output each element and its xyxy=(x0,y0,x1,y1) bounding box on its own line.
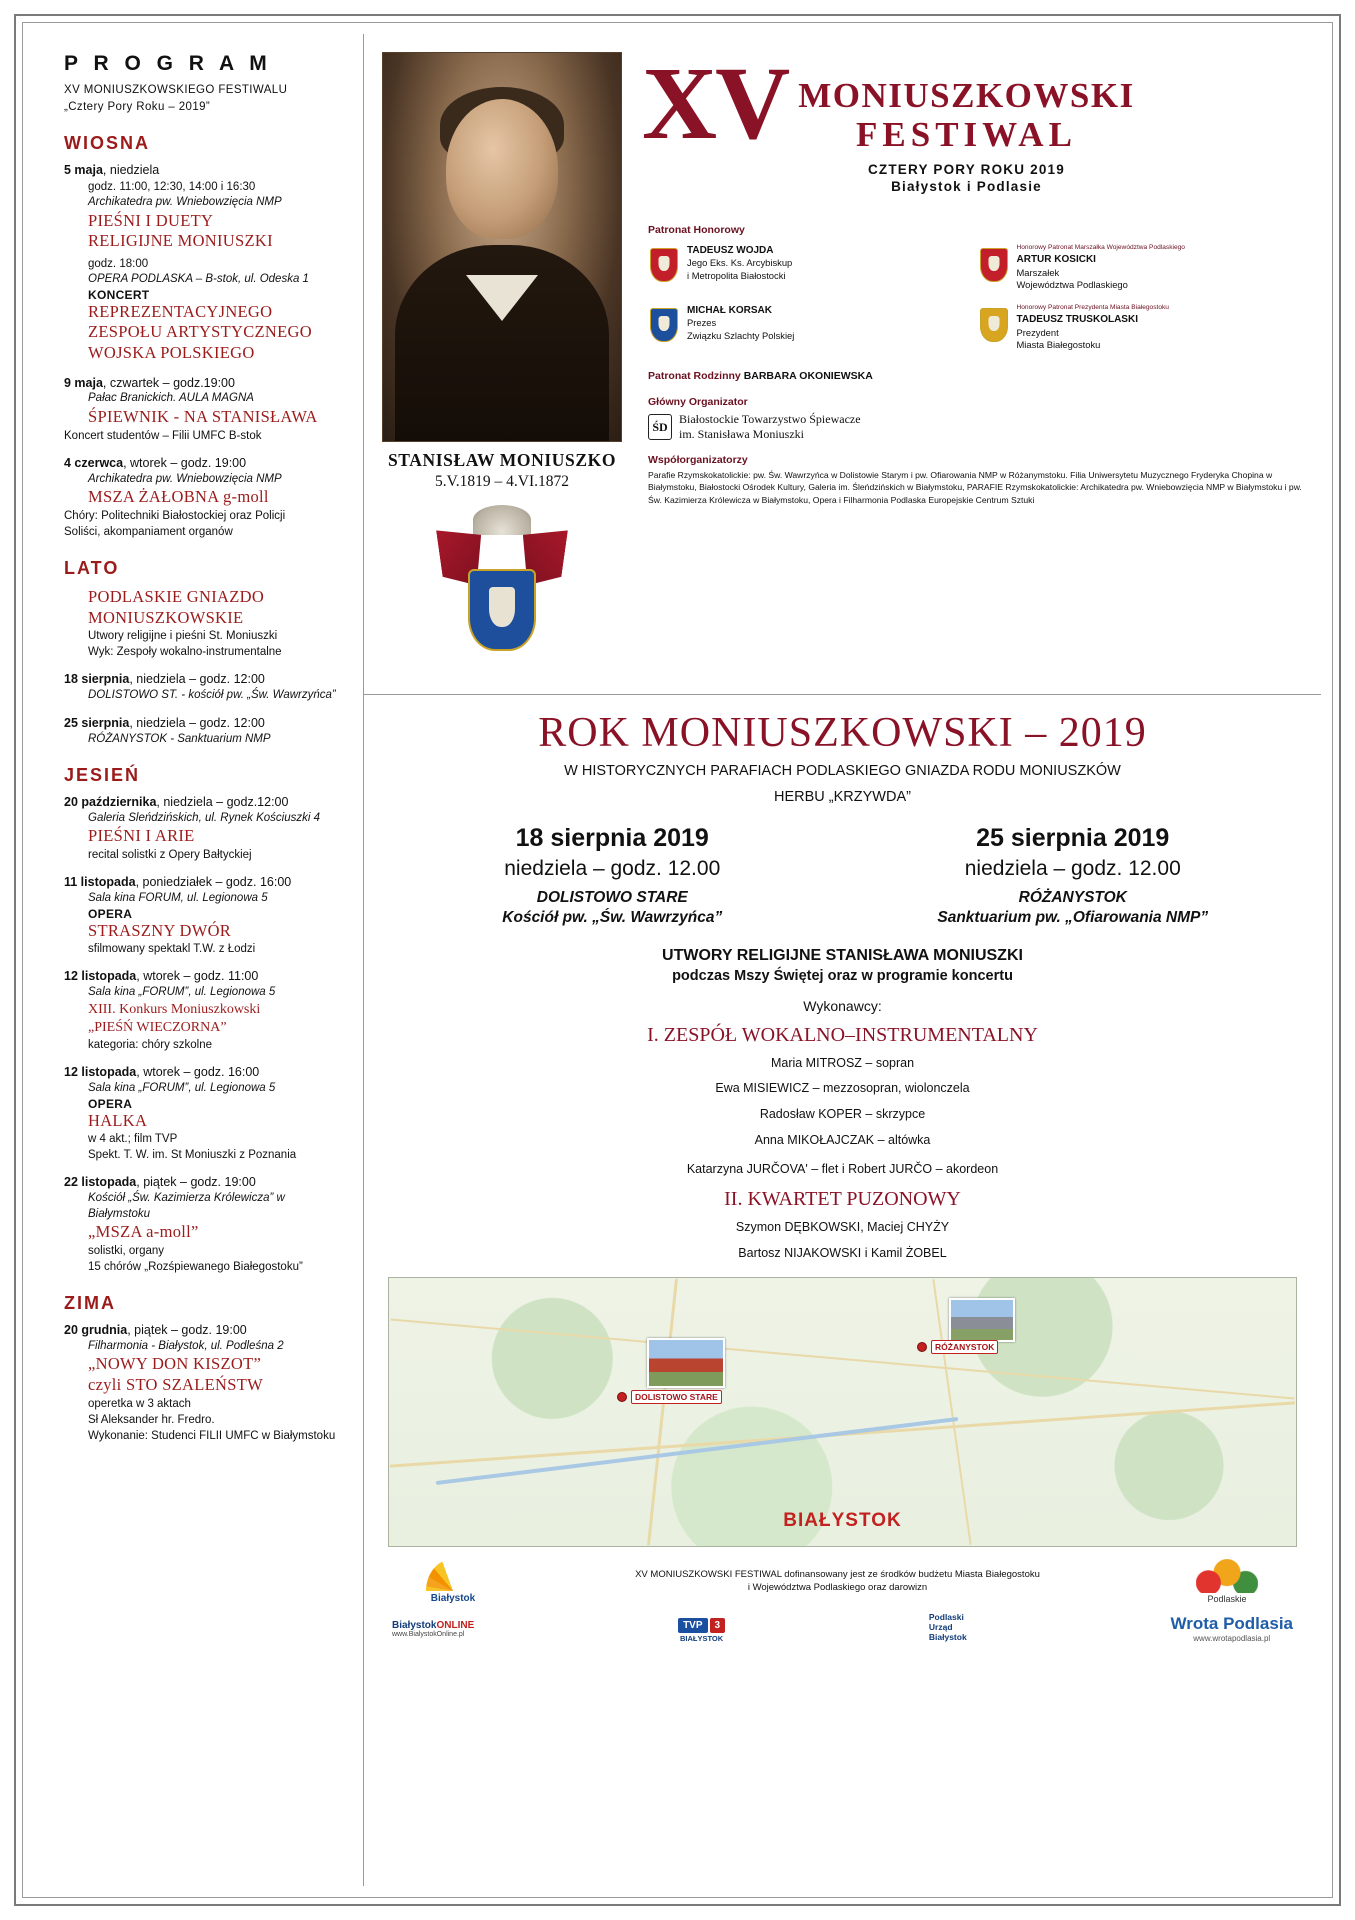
event-date-line xyxy=(64,1174,349,1191)
rok-dates xyxy=(382,824,1303,927)
city-office-line-2: Urząd xyxy=(928,1622,953,1633)
event-date-line xyxy=(64,968,349,985)
rok-works-1: UTWORY RELIGIJNE STANISŁAWA MONIUSZKI xyxy=(662,946,1023,964)
map-photo-rozanystok xyxy=(949,1298,1015,1342)
portrait-column xyxy=(364,34,632,694)
festival-title-row xyxy=(642,46,1305,194)
ensemble-1-member: Anna MIKOŁAJCZAK – altówka xyxy=(754,1132,931,1147)
festival-title-block xyxy=(798,60,1135,194)
festival-roman-numeral: XV xyxy=(642,46,789,161)
footer-logo-bialystok xyxy=(388,1559,518,1604)
season-heading-zima: ZIMA xyxy=(64,1293,116,1314)
event-title-red: WOJSKA POLSKIEGO xyxy=(88,342,255,362)
portrait-name: STANISŁAW MONIUSZKO xyxy=(387,450,617,470)
tvp-channel-number: 3 xyxy=(710,1618,726,1633)
rok-date: 25 sierpnia 2019 xyxy=(976,823,1170,852)
patron-role-1: Prezydent xyxy=(1016,326,1059,338)
patron-role-2: Miasta Białegostoku xyxy=(1016,339,1101,351)
ensemble-1-member: Maria MITROSZ – sopran xyxy=(770,1055,915,1070)
rok-works-2: podczas Mszy Świętej oraz w programie koncertu xyxy=(672,967,1013,984)
event-date-line xyxy=(64,375,349,392)
partner-city-office[interactable] xyxy=(929,1612,967,1645)
season-heading-lato: LATO xyxy=(64,557,120,578)
footer-partner-strip xyxy=(382,1612,1303,1645)
patron-item xyxy=(976,244,1306,292)
event-date-line xyxy=(64,874,349,891)
rok-place-1: RÓŻANYSTOK xyxy=(1018,888,1127,906)
patronage-grid xyxy=(646,244,1305,364)
event-day: , niedziela xyxy=(102,163,160,178)
portrait-dates: 5.V.1819 – 4.VI.1872 xyxy=(434,473,570,490)
rok-title: ROK MONIUSZKOWSKI – 2019 xyxy=(538,710,1147,756)
rok-hour: niedziela – godz. 12.00 xyxy=(964,856,1181,880)
family-patronage-label: Patronat Rodzinny xyxy=(648,370,741,382)
ensemble-1-member: Ewa MISIEWICZ – mezzosopran, wiolonczela xyxy=(715,1081,970,1096)
event-note: operetka w 3 aktach xyxy=(88,1397,191,1410)
rok-place-2: Kościół pw. „Św. Wawrzyńca” xyxy=(502,908,723,926)
event-item xyxy=(64,1064,349,1163)
event-date: 20 grudnia xyxy=(64,1323,128,1338)
organizer-line-1: Białostockie Towarzystwo Śpiewacze xyxy=(679,412,861,426)
event-date-line xyxy=(64,671,349,688)
patron-role-1: Jego Eks. Ks. Arcybiskup xyxy=(687,257,793,269)
footer-text-line-1: XV MONIUSZKOWSKI FESTIWAL dofinansowany jest ze środków budżetu Miasta Białegostoku xyxy=(635,1568,1040,1580)
moniuszko-portrait-image xyxy=(382,52,622,442)
portrait-coat xyxy=(395,245,609,441)
event-title-red: HALKA xyxy=(88,1110,148,1130)
program-subtitle-2: „Cztery Pory Roku – 2019” xyxy=(64,100,211,113)
event-date: 12 listopada xyxy=(64,969,137,984)
organizer-line-2: im. Stanisława Moniuszki xyxy=(679,427,804,441)
festival-tagline-1: CZTERY PORY ROKU 2019 xyxy=(867,161,1065,177)
event-day: , piątek – godz. 19:00 xyxy=(136,1175,256,1190)
right-column xyxy=(364,34,1321,1886)
patron-role-1: Marszałek xyxy=(1016,266,1060,278)
rok-subtitle-1: W HISTORYCZNYCH PARAFIACH PODLASKIEGO GNIAZDA RODU MONIUSZKÓW xyxy=(564,763,1121,780)
performers-label: Wykonawcy: xyxy=(803,997,882,1014)
event-title-red: czyli STO SZALEŃSTW xyxy=(88,1375,263,1395)
event-item xyxy=(64,671,349,703)
organizer-row xyxy=(648,412,1305,442)
event-place: Pałac Branickich. AULA MAGNA xyxy=(88,392,254,405)
event-note-2: Wyk: Zespoły wokalno-instrumentalne xyxy=(88,646,282,659)
map-pin-rozanystok[interactable] xyxy=(917,1340,998,1354)
event-place: RÓŻANYSTOK - Sanktuarium NMP xyxy=(88,732,271,745)
map-pin-label: DOLISTOWO STARE xyxy=(631,1390,722,1404)
event-title-red: „MSZA a-moll” xyxy=(88,1222,199,1242)
event-note: solistki, organy xyxy=(88,1244,165,1257)
ensemble-2-title: II. KWARTET PUZONOWY xyxy=(724,1188,961,1211)
rok-date: 18 sierpnia 2019 xyxy=(515,823,709,852)
map-city-label: BIAŁYSTOK xyxy=(783,1509,902,1531)
event-title-red: „PIEŚŃ WIECZORNA” xyxy=(88,1019,227,1035)
event-place: Filharmonia - Białystok, ul. Podleśna 2 xyxy=(88,1339,284,1352)
event-place: Sala kina „FORUM”, ul. Legionowa 5 xyxy=(88,986,276,999)
season-heading-jesien: JESIEŃ xyxy=(64,765,141,786)
krzywda-coat-of-arms-icon xyxy=(442,505,562,655)
patronage-title: Patronat Honorowy xyxy=(648,223,745,236)
patron-item xyxy=(646,304,976,352)
coorganizer-label: Współorganizatorzy xyxy=(648,454,748,466)
event-date-line xyxy=(64,1322,349,1339)
event-note-3: Wykonanie: Studenci FILII UMFC w Białymstoku xyxy=(88,1429,336,1442)
patron-role-2: Województwa Podlaskiego xyxy=(1016,279,1128,291)
season-heading-wiosna: WIOSNA xyxy=(64,133,150,154)
rok-date-block xyxy=(382,824,843,927)
patron-item xyxy=(646,244,976,292)
event-title-red: „NOWY DON KISZOT” xyxy=(88,1354,262,1374)
event-item xyxy=(64,587,349,660)
patron-micro-caption: Honorowy Patronat Prezydenta Miasta Białegostoku xyxy=(1016,303,1169,311)
event-place: Kościół „Św. Kazimierza Królewicza” w Białymstoku xyxy=(88,1192,285,1220)
map-road xyxy=(391,1319,1295,1400)
patron-role-1: Prezes xyxy=(687,317,717,329)
partner-online-name: Białystok xyxy=(392,1619,437,1631)
city-emblem-icon xyxy=(976,304,1010,344)
event-title-red: ZESPOŁU ARTYSTYCZNEGO xyxy=(88,322,312,342)
poster-content xyxy=(34,34,1321,1886)
family-patronage xyxy=(648,370,1305,382)
event-date-line xyxy=(64,162,349,179)
event-date: 18 sierpnia xyxy=(64,672,130,687)
event-place-2: OPERA PODLASKA – B-stok, ul. Odeska 1 xyxy=(88,273,309,286)
event-item xyxy=(64,375,349,444)
event-note-2: 15 chórów „Rozśpiewanego Białegostoku” xyxy=(88,1261,303,1273)
patron-name: MICHAŁ KORSAK xyxy=(687,304,772,316)
ensemble-2-member: Szymon DĘBKOWSKI, Maciej CHYŻY xyxy=(735,1220,950,1235)
event-title-red: RELIGIJNE MONIUSZKI xyxy=(88,231,273,251)
nobility-emblem-icon xyxy=(646,304,680,344)
city-office-line-1: Podlaski xyxy=(928,1611,964,1622)
event-day: , czwartek – godz.19:00 xyxy=(102,375,235,390)
event-place: Archikatedra pw. Wniebowzięcia NMP xyxy=(88,472,282,485)
event-title-red: PIEŚNI I ARIE xyxy=(88,826,195,846)
event-place: Sala kina FORUM, ul. Legionowa 5 xyxy=(88,892,268,905)
crest-plume xyxy=(473,505,531,535)
footer-financing-text xyxy=(518,1568,1157,1596)
event-title-red: XIII. Konkurs Moniuszkowski xyxy=(88,1001,261,1017)
event-item xyxy=(64,715,349,747)
map-pin-dot xyxy=(617,1392,627,1402)
event-note-2: Spekt. T. W. im. St Moniuszki z Poznania xyxy=(88,1149,297,1162)
event-date: 12 listopada xyxy=(64,1065,137,1080)
map-pin-dolistowo[interactable] xyxy=(617,1390,722,1404)
event-title-red: ŚPIEWNIK - NA STANISŁAWA xyxy=(88,406,318,426)
event-note: kategoria: chóry szkolne xyxy=(88,1039,213,1052)
location-map xyxy=(388,1277,1297,1547)
program-title: P R O G R A M xyxy=(64,52,272,75)
event-date-line xyxy=(64,715,349,732)
event-day: , wtorek – godz. 19:00 xyxy=(123,455,247,470)
header-area xyxy=(364,34,1321,694)
event-date: 11 listopada xyxy=(64,875,136,890)
partner-online-url: www.BialystokOnline.pl xyxy=(392,1630,465,1638)
event-day: , wtorek – godz. 11:00 xyxy=(136,969,259,984)
patron-role-2: i Metropolita Białostocki xyxy=(687,269,786,281)
patron-item xyxy=(976,304,1306,352)
event-date: 22 listopada xyxy=(64,1175,137,1190)
event-day: , poniedziałek – godz. 16:00 xyxy=(135,875,292,890)
bialystok-sun-icon xyxy=(426,1559,480,1591)
patron-name: TADEUSZ WOJDA xyxy=(687,244,774,256)
partner-tvp3[interactable] xyxy=(678,1615,725,1643)
event-day: , niedziela – godz.12:00 xyxy=(156,795,289,810)
rok-place-2: Sanktuarium pw. „Ofiarowania NMP” xyxy=(937,908,1209,926)
event-note: w 4 akt.; film TVP xyxy=(88,1133,178,1146)
map-pin-label: RÓŻANYSTOK xyxy=(931,1340,998,1354)
event-note-2: Sł Aleksander hr. Fredro. xyxy=(88,1413,215,1426)
event-note: Chóry: Politechniki Białostockiej oraz Policji xyxy=(64,509,286,522)
event-place: DOLISTOWO ST. - kościół pw. „Św. Wawrzyńca” xyxy=(88,689,336,702)
rok-moniuszkowski-section xyxy=(364,694,1321,1886)
crest-shield xyxy=(468,569,536,651)
map-photo-dolistowo xyxy=(647,1338,725,1388)
podlaskie-trees-icon xyxy=(1196,1559,1258,1593)
festival-name-line2: FESTIWAL xyxy=(856,115,1077,154)
event-date-line xyxy=(64,794,349,811)
event-date: 20 października xyxy=(64,795,157,810)
title-column xyxy=(632,34,1321,694)
event-date-line xyxy=(64,455,349,472)
event-date: 25 sierpnia xyxy=(64,715,130,730)
wrota-url: www.wrotapodlasia.pl xyxy=(1193,1634,1271,1644)
rok-date-block xyxy=(843,824,1304,927)
footer-text-line-2: i Województwa Podlaskiego oraz darowizn xyxy=(747,1582,928,1594)
footer-logo-podlaskie xyxy=(1157,1559,1297,1604)
event-hours-2: godz. 18:00 xyxy=(88,258,149,271)
event-title-red: MSZA ŻAŁOBNA g-moll xyxy=(88,487,269,507)
map-pin-dot xyxy=(917,1342,927,1352)
partner-wrota-podlasia[interactable] xyxy=(1171,1614,1294,1643)
family-patronage-name: BARBARA OKONIEWSKA xyxy=(743,370,873,382)
patron-name: TADEUSZ TRUSKOLASKI xyxy=(1016,314,1138,326)
festival-tagline-2: Białystok i Podlasie xyxy=(891,178,1042,194)
event-day: , wtorek – godz. 16:00 xyxy=(136,1065,260,1080)
event-hours: godz. 11:00, 12:30, 14:00 i 16:30 xyxy=(88,181,256,194)
patron-role-2: Związku Szlachty Polskiej xyxy=(687,330,795,342)
voivodeship-emblem-icon xyxy=(976,244,1010,284)
event-date: 9 maja xyxy=(64,375,103,390)
event-label: OPERA xyxy=(88,906,133,921)
event-item xyxy=(64,1174,349,1275)
partner-online-suffix: ONLINE xyxy=(436,1619,475,1631)
rok-subtitle-2: HERBU „KRZYWDA” xyxy=(774,789,911,806)
event-title-red: STRASZNY DWÓR xyxy=(88,920,232,940)
event-place: Archikatedra pw. Wniebowzięcia NMP xyxy=(88,196,282,209)
organizer-label: Główny Organizator xyxy=(648,396,748,408)
event-label: OPERA xyxy=(88,1096,133,1111)
event-title-red: MONIUSZKOWSKIE xyxy=(88,607,244,627)
footer-logos xyxy=(382,1559,1303,1604)
ensemble-1-member: Radosław KOPER – skrzypce xyxy=(759,1107,926,1122)
event-note-2: Soliści, akompaniament organów xyxy=(64,525,233,538)
rok-place-1: DOLISTOWO STARE xyxy=(536,888,688,906)
coorganizer-text: Parafie Rzymskokatolickie: pw. Św. Wawrzyńca w Dolistowie Starym i pw. Ofiarowania NMP w Różanymstoku. Filia Uniwersytetu Muzycznego Fryderyka Chopina w Białymstoku, Białostocki Ośrodek Kultury, Galeria im. Śleńdzińskich w Białymstoku, PARAFIE Rzymskokatolickie: Archikatedra pw. Wniebowzięcia NMP w Białymstoku i pw. Św. Kazimierza Królewicza w Białymstoku, Opera i Filharmonia Podlaska Europejskie Centrum Sztuki xyxy=(648,470,1302,505)
tvp-city-label: BIAŁYSTOK xyxy=(679,1633,724,1643)
city-office-line-3: Białystok xyxy=(928,1632,967,1643)
event-item xyxy=(64,794,349,863)
tvp-logo-icon: TVP xyxy=(678,1618,707,1633)
wrota-label: Wrota Podlasia xyxy=(1170,1614,1293,1634)
event-note: Koncert studentów – Filii UMFC B-stok xyxy=(64,429,262,442)
event-item xyxy=(64,162,349,363)
event-item xyxy=(64,1322,349,1444)
event-place: Galeria Sleńdzińskich, ul. Rynek Kościuszki 4 xyxy=(88,811,321,824)
program-subtitle-1: XV MONIUSZKOWSKIEGO FESTIWALU xyxy=(64,84,288,96)
event-item xyxy=(64,455,349,540)
event-label: KONCERT xyxy=(88,287,150,302)
patron-micro-caption: Honorowy Patronat Marszałka Województwa Podlaskiego xyxy=(1016,243,1185,251)
ensemble-1-title: I. ZESPÓŁ WOKALNO–INSTRUMENTALNY xyxy=(647,1023,1038,1046)
bts-logo-icon: ŚD xyxy=(648,414,672,440)
rok-hour: niedziela – godz. 12.00 xyxy=(504,856,721,880)
partner-bialystok-online[interactable] xyxy=(392,1620,474,1638)
ensemble-2-member: Bartosz NIJAKOWSKI i Kamil ŻOBEL xyxy=(738,1246,947,1261)
event-title-red: REPREZENTACYJNEGO xyxy=(88,301,273,321)
map-river xyxy=(436,1417,959,1485)
event-title-red: PODLASKIE GNIAZDO xyxy=(88,586,265,606)
event-day: , niedziela – godz. 12:00 xyxy=(129,715,265,730)
event-note: Utwory religijne i pieśni St. Moniuszki xyxy=(88,630,278,643)
patron-name: ARTUR KOSICKI xyxy=(1016,254,1096,265)
event-note: sfilmowany spektakl T.W. z Łodzi xyxy=(88,943,256,956)
event-date-line xyxy=(64,1064,349,1081)
bialystok-label: Białystok xyxy=(430,1592,476,1604)
event-place: Sala kina „FORUM”, ul. Legionowa 5 xyxy=(88,1082,276,1095)
event-item xyxy=(64,874,349,957)
ensemble-1-member: Katarzyna JURČOVA' – flet i Robert JURČO – akordeon xyxy=(686,1161,999,1176)
map-road xyxy=(647,1279,678,1546)
event-note: recital solistki z Opery Bałtyckiej xyxy=(88,849,252,862)
festival-name-line1: MONIUSZKOWSKI xyxy=(798,76,1135,115)
event-day: , piątek – godz. 19:00 xyxy=(127,1323,247,1338)
event-date: 4 czerwca xyxy=(64,455,124,470)
event-day: , niedziela – godz. 12:00 xyxy=(129,672,265,687)
archdiocese-emblem-icon xyxy=(646,244,680,284)
event-title-red: PIEŚNI I DUETY xyxy=(88,210,214,230)
portrait-face xyxy=(446,99,558,239)
event-date: 5 maja xyxy=(64,163,103,178)
event-item xyxy=(64,968,349,1053)
podlaskie-label: Podlaskie xyxy=(1207,1593,1247,1604)
program-column xyxy=(34,34,364,1886)
